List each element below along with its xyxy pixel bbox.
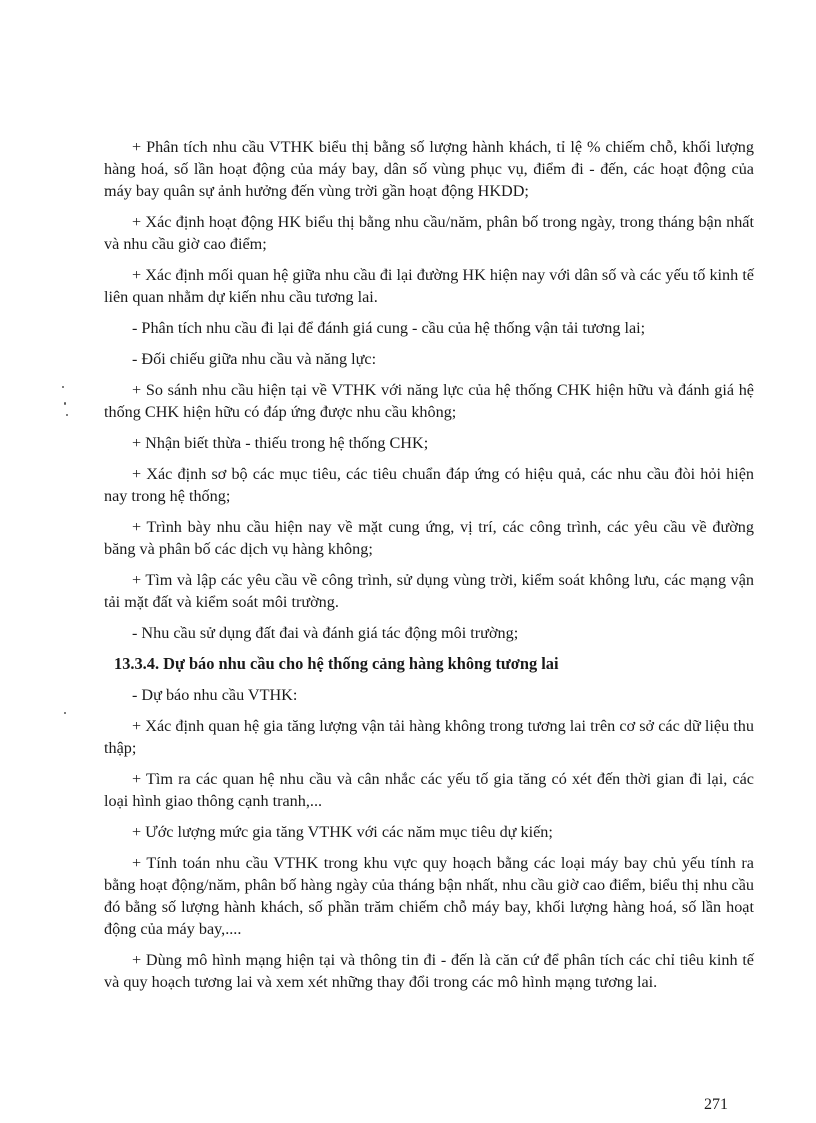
paragraph: + Tính toán nhu cầu VTHK trong khu vực quy hoạch bằng các loại máy bay chủ yếu tính ra bằng hoạt động/năm, phân bố hàng ngày của tháng bận nhất, nhu cầu giờ cao điểm, biểu thị nhu cầu đó bằng số lượng hành khách, số phần trăm chiếm chỗ máy bay, khối lượng hàng hoá, số lần hoạt động của máy bay,.... <box>104 854 754 938</box>
paragraph: + Tìm và lập các yêu cầu về công trình, sử dụng vùng trời, kiểm soát không lưu, các mạng vận tải mặt đất và kiểm soát môi trường. <box>104 571 754 611</box>
paragraph: + Xác định hoạt động HK biểu thị bằng nhu cầu/năm, phân bố trong ngày, trong tháng bận nhất và nhu cầu giờ cao điểm; <box>104 213 754 253</box>
paragraph: - Đối chiếu giữa nhu cầu và năng lực: <box>132 350 377 368</box>
section-heading: 13.3.4. Dự báo nhu cầu cho hệ thống cảng hàng không tương lai <box>114 654 559 673</box>
page-body <box>104 136 754 1002</box>
paragraph: - Dự báo nhu cầu VTHK: <box>132 686 298 704</box>
paragraph: + Dùng mô hình mạng hiện tại và thông tin đi - đến là căn cứ để phân tích các chỉ tiêu kinh tế và quy hoạch tương lai và xem xét những thay đổi trong các mô hình mạng tương lai. <box>104 951 754 991</box>
paragraph: + Xác định quan hệ gia tăng lượng vận tải hàng không trong tương lai trên cơ sở các dữ liệu thu thập; <box>104 717 754 757</box>
paragraph: + Ước lượng mức gia tăng VTHK với các năm mục tiêu dự kiến; <box>132 823 553 841</box>
page-number: 271 <box>704 1096 728 1113</box>
paragraph: + Xác định mối quan hệ giữa nhu cầu đi lại đường HK hiện nay với dân số và các yếu tố kinh tế liên quan nhằm dự kiến nhu cầu tương lai. <box>104 266 754 306</box>
paragraph: - Nhu cầu sử dụng đất đai và đánh giá tác động môi trường; <box>132 624 519 642</box>
paragraph: + Nhận biết thừa - thiếu trong hệ thống CHK; <box>132 434 429 452</box>
paragraph: + Tìm ra các quan hệ nhu cầu và cân nhắc các yếu tố gia tăng có xét đến thời gian đi lại, các loại hình giao thông cạnh tranh,... <box>104 770 754 810</box>
paragraph: - Phân tích nhu cầu đi lại để đánh giá cung - cầu của hệ thống vận tải tương lai; <box>132 319 646 337</box>
paragraph: + Phân tích nhu cầu VTHK biểu thị bằng số lượng hành khách, tỉ lệ % chiếm chỗ, khối lượng hàng hoá, số lần hoạt động của máy bay, dân số vùng phục vụ, điểm đi - đến, các hoạt động của máy bay quân sự ảnh hưởng đến vùng trời gần hoạt động HKDD; <box>104 138 754 200</box>
scan-speck <box>62 386 64 388</box>
scan-speck <box>66 414 68 416</box>
paragraph: + Xác định sơ bộ các mục tiêu, các tiêu chuẩn đáp ứng có hiệu quả, các nhu cầu đòi hỏi hiện nay trong hệ thống; <box>104 465 754 505</box>
paragraph: + So sánh nhu cầu hiện tại về VTHK với năng lực của hệ thống CHK hiện hữu và đánh giá hệ thống CHK hiện hữu có đáp ứng được nhu cầu không; <box>104 381 754 421</box>
paragraph: + Trình bày nhu cầu hiện nay về mặt cung ứng, vị trí, các công trình, các yêu cầu về đường băng và phân bố các dịch vụ hàng không; <box>104 518 754 558</box>
scan-speck <box>64 402 66 405</box>
scan-speck <box>64 712 66 714</box>
